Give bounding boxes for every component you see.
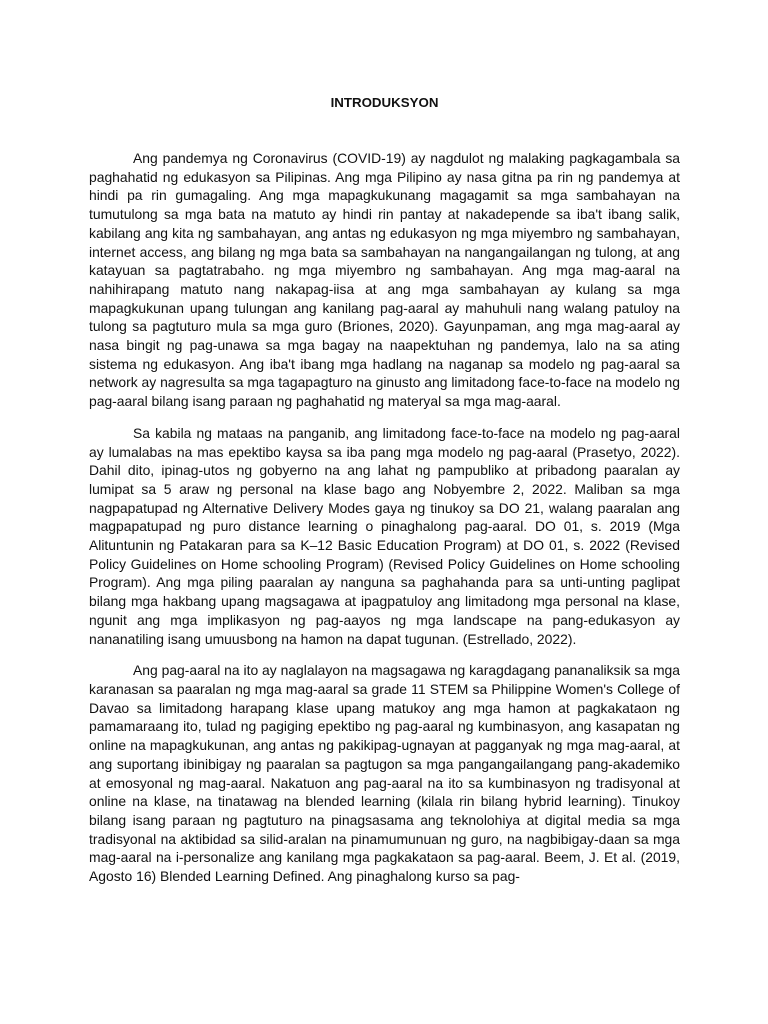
paragraph-2: Sa kabila ng mataas na panganib, ang limitadong face-to-face na modelo ng pag-aaral ay lumalabas na mas epektibo kaysa sa iba pang mga modelo ng pag-aaral (Prasetyo, 2022). Dahil dito, ipinag-utos ng gobyerno na ang lahat ng pampubliko at pribadong paaralan ay lumipat sa 5 araw ng personal na klase bago ang Nobyembre 2, 2022. Maliban sa mga nagpapatupad ng Alternative Delivery Modes gaya ng tinukoy sa DO 21, walang paaralan ang magpapatupad ng puro distance learning o pinaghalong pag-aaral. DO 01, s. 2019 (Mga Alituntunin ng Patakaran para sa K–12 Basic Education Program) at DO 01, s. 2022 (Revised Policy Guidelines on Home schooling Program) (Revised Policy Guidelines on Home schooling Program). Ang mga piling paaralan ay nanguna sa paghahanda para sa unti-unting paglipat bilang mga hakbang upang magsagawa at ipagpatuloy ang limitadong mga personal na klase, ngunit ang mga implikasyon ng pag-aayos ng mga landscape na pang-edukasyon ay nananatiling isang umuusbong na hamon na dapat tugunan. (Estrellado, 2022). [89, 424, 680, 647]
paragraph-1: Ang pandemya ng Coronavirus (COVID-19) ay nagdulot ng malaking pagkagambala sa paghahatid ng edukasyon sa Pilipinas. Ang mga Pilipino ay nasa gitna pa rin ng pandemya at hindi pa rin gumagaling. Ang mga mapagkukunang magagamit sa mga sambahayan na tumutulong sa mga bata na matuto ay hindi rin pantay at nakadepende sa iba't ibang salik, kabilang ang kita ng sambahayan, ang antas ng edukasyon ng mga miyembro ng sambahayan, internet access, ang bilang ng mga bata sa sambahayan na nangangailangan ng tulong, at ang katayuan sa pagtatrabaho. ng mga miyembro ng sambahayan. Ang mga mag-aaral na nahihirapang matuto nang nakapag-iisa at ang mga sambahayan ay kulang sa mga mapagkukunan upang tulungan ang kanilang pag-aaral ay mahuhuli nang walang patuloy na tulong sa pagtuturo mula sa mga guro (Briones, 2020). Gayunpaman, ang mga mag-aaral ay nasa bingit ng pag-unawa sa mga bagay na naapektuhan ng pandemya, lalo na sa ating sistema ng edukasyon. Ang iba't ibang mga hadlang na naganap sa modelo ng pag-aaral sa network ay nagresulta sa mga tagapagturo na ginusto ang limitadong face-to-face na modelo ng pag-aaral bilang isang paraan ng paghahatid ng materyal sa mga mag-aaral. [89, 150, 680, 410]
paragraph-3: Ang pag-aaral na ito ay naglalayon na magsagawa ng karagdagang pananaliksik sa mga karanasan sa paaralan ng mga mag-aaral sa grade 11 STEM sa Philippine Women's College of Davao sa limitadong harapang klase upang matukoy ang mga hamon at pagkakataon ng pamamaraang ito, tulad ng pagiging epektibo ng pag-aaral ng kumbinasyon, ang kasapatan ng online na mapagkukunan, ang antas ng pakikipag-ugnayan at pagganyak ng mga mag-aaral, at ang suportang ibinibigay ng paaralan sa pagtugon sa mga pangangailangang pang-akademiko at emosyonal ng mag-aaral. Nakatuon ang pag-aaral na ito sa kumbinasyon ng tradisyonal at online na klase, na tinatawag na blended learning (kilala rin bilang hybrid learning). Tinukoy bilang isang paraan ng pagtuturo na pinagsasama ang teknolohiya at digital media sa mga tradisyonal na aktibidad sa silid-aralan na pinamumunuan ng guro, na nagbibigay-daan sa mga mag-aaral na i-personalize ang kanilang mga pagkakataon sa pag-aaral. Beem, J. Et al. (2019, Agosto 16) Blended Learning Defined. Ang pinaghalong kurso sa pag- [89, 662, 680, 885]
document-title: INTRODUKSYON [330, 95, 439, 110]
